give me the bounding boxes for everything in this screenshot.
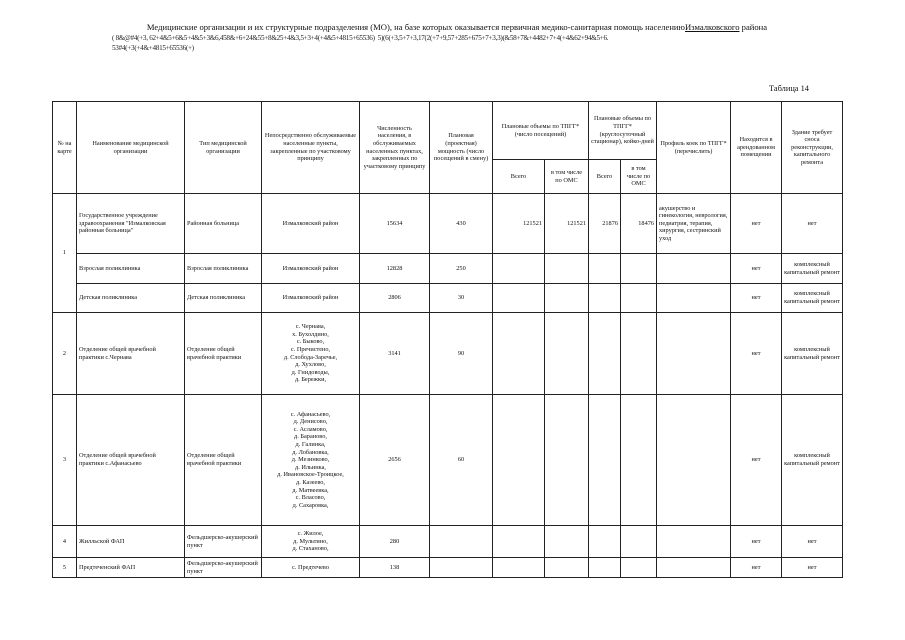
org-type: Взрослая поликлиника	[185, 254, 262, 284]
capacity: 60	[430, 395, 493, 526]
visits-total	[493, 313, 545, 395]
capacity: 90	[430, 313, 493, 395]
rented: нет	[731, 254, 782, 284]
rented: нет	[731, 284, 782, 313]
repair: нет	[782, 558, 843, 578]
served-points: с. Предтечево	[262, 558, 360, 578]
header-population: Численность населения, в обслуживаемых населенных пунктах, закрепленных по участковому принципу	[360, 102, 430, 194]
header-visits-oms: в том числе по ОМС	[545, 160, 589, 194]
header-type: Тип медицинской организации	[185, 102, 262, 194]
header-capacity: Плановая (проектная) мощность (число посещений в смену)	[430, 102, 493, 194]
garbled-line-1: ( 8&@#4(+3, 62+4&5+6&5+4&5+3&6,458&+6+24&55+8&25+4&3,5+3+4(+4&5+4815+65536) 5)(6(+3,5+7+3,17(2(+7+9,57+285+675+7+3,3)(&58+7&+4482+7+4(+4&62+94&5+6.	[112, 34, 609, 42]
table-row	[53, 526, 843, 558]
beds-oms	[621, 254, 657, 284]
beds-profile: акушерство и гинекология, неврология, педиатрия, терапия, хирургия, сестринский уход	[657, 194, 731, 254]
org-type: Фельдшерско-акушерский пункт	[185, 526, 262, 558]
repair: комплексный капитальный ремонт	[782, 313, 843, 395]
beds-total	[589, 284, 621, 313]
beds-oms	[621, 395, 657, 526]
header-rented: Находится в арендованном помещении	[731, 102, 782, 194]
served-points: Измалковский район	[262, 284, 360, 313]
heading-suffix: района	[739, 22, 768, 32]
served-points: с. Чернава, х. Бухолдино, с. Быково, с. Пречистено, д. Слобода-Заречье, д. Хухлово, д. Гнидоводы, д. Бережки,	[262, 313, 360, 395]
beds-profile	[657, 558, 731, 578]
capacity: 250	[430, 254, 493, 284]
repair: комплексный капитальный ремонт	[782, 254, 843, 284]
visits-oms	[545, 395, 589, 526]
population: 2806	[360, 284, 430, 313]
heading-prefix: Медицинские организации и их структурные подразделения (МО), на базе которых оказывается первичная медико-санитарная помощь населению	[146, 22, 685, 32]
header-bed-days-group: Плановые объемы по ТПГГ* (круглосуточный стационар), койко-дней	[589, 102, 657, 160]
repair: комплексный капитальный ремонт	[782, 284, 843, 313]
document-heading	[112, 22, 802, 33]
header-beds-oms: в том числе по ОМС	[621, 160, 657, 194]
visits-oms	[545, 526, 589, 558]
capacity	[430, 558, 493, 578]
org-name: Предтеченский ФАП	[77, 558, 185, 578]
row-num: 5	[53, 558, 77, 578]
served-points: Измалковский район	[262, 194, 360, 254]
visits-total	[493, 395, 545, 526]
visits-total	[493, 526, 545, 558]
org-type: Отделение общей врачебной практики	[185, 395, 262, 526]
row-num: 1	[53, 194, 77, 313]
org-name: Отделение общей врачебной практики с.Чернава	[77, 313, 185, 395]
visits-total	[493, 254, 545, 284]
rented: нет	[731, 395, 782, 526]
beds-total	[589, 313, 621, 395]
beds-total	[589, 558, 621, 578]
rented: нет	[731, 558, 782, 578]
heading-district-link[interactable]: Измалковского	[684, 22, 740, 32]
visits-total: 121521	[493, 194, 545, 254]
table-header-row-1	[53, 102, 843, 160]
table-row	[53, 284, 843, 313]
beds-oms	[621, 526, 657, 558]
population: 2656	[360, 395, 430, 526]
visits-oms	[545, 558, 589, 578]
beds-oms	[621, 284, 657, 313]
beds-profile	[657, 254, 731, 284]
beds-total	[589, 254, 621, 284]
served-points: Измалковский район	[262, 254, 360, 284]
visits-total	[493, 558, 545, 578]
header-points: Непосредственно обслуживаемые населенные пункты, закрепленные по участковому принципу	[262, 102, 360, 194]
repair: нет	[782, 194, 843, 254]
garbled-subheading	[112, 34, 802, 53]
org-type: Детская поликлиника	[185, 284, 262, 313]
repair: нет	[782, 526, 843, 558]
visits-oms	[545, 313, 589, 395]
capacity	[430, 526, 493, 558]
beds-profile	[657, 526, 731, 558]
served-points: с. Афанасьево, д. Денисово, с. Асламово, д. Бараново, д. Галинка, д. Лобановка, д. Мезинково, д. Ильинка, д. Ивановское-Троицкое, д. Казеево, д. Матвеевка, с. Власово, д. Сахаровка,	[262, 395, 360, 526]
org-name: Отделение общей врачебной практики с.Афанасьево	[77, 395, 185, 526]
rented: нет	[731, 526, 782, 558]
population: 15634	[360, 194, 430, 254]
header-name: Наименование медицинской организации	[77, 102, 185, 194]
table-row	[53, 558, 843, 578]
beds-profile	[657, 395, 731, 526]
header-beds-total: Всего	[589, 160, 621, 194]
visits-oms: 121521	[545, 194, 589, 254]
beds-profile	[657, 313, 731, 395]
table-row	[53, 313, 843, 395]
beds-oms	[621, 313, 657, 395]
capacity: 30	[430, 284, 493, 313]
table-number-label: Таблица 14	[768, 84, 809, 93]
org-name: Жилльской ФАП	[77, 526, 185, 558]
capacity: 430	[430, 194, 493, 254]
org-type: Районная больница	[185, 194, 262, 254]
beds-total	[589, 395, 621, 526]
beds-total: 21876	[589, 194, 621, 254]
served-points: с. Жилое, д. Мультино, д. Стаханово,	[262, 526, 360, 558]
beds-total	[589, 526, 621, 558]
org-type: Отделение общей врачебной практики	[185, 313, 262, 395]
org-name: Детская поликлиника	[77, 284, 185, 313]
table-row	[53, 194, 843, 254]
beds-profile	[657, 284, 731, 313]
beds-oms	[621, 558, 657, 578]
org-name: Взрослая поликлиника	[77, 254, 185, 284]
garbled-line-2: 53#4(+3(+4&+4815+65536(+)	[112, 43, 194, 52]
header-num: № на карте	[53, 102, 77, 194]
row-num: 2	[53, 313, 77, 395]
beds-oms: 18476	[621, 194, 657, 254]
row-num: 3	[53, 395, 77, 526]
rented: нет	[731, 313, 782, 395]
population: 3141	[360, 313, 430, 395]
rented: нет	[731, 194, 782, 254]
org-name: Государственное учреждение здравоохранения "Измалковская районная больница"	[77, 194, 185, 254]
header-visits-total: Всего	[493, 160, 545, 194]
visits-total	[493, 284, 545, 313]
table-row	[53, 254, 843, 284]
org-type: Фельдшерско-акушерский пункт	[185, 558, 262, 578]
header-beds-profile: Профиль коек по ТПГГ* (перечислить)	[657, 102, 731, 194]
table-row	[53, 395, 843, 526]
row-num: 4	[53, 526, 77, 558]
visits-oms	[545, 254, 589, 284]
repair: комплексный капитальный ремонт	[782, 395, 843, 526]
population: 280	[360, 526, 430, 558]
medical-organizations-table	[52, 101, 843, 578]
header-visits-group: Плановые объемы по ТПГГ* (число посещений)	[493, 102, 589, 160]
population: 12828	[360, 254, 430, 284]
population: 138	[360, 558, 430, 578]
visits-oms	[545, 284, 589, 313]
header-repair: Здание требует сноса реконструкции, капитального ремонта	[782, 102, 843, 194]
